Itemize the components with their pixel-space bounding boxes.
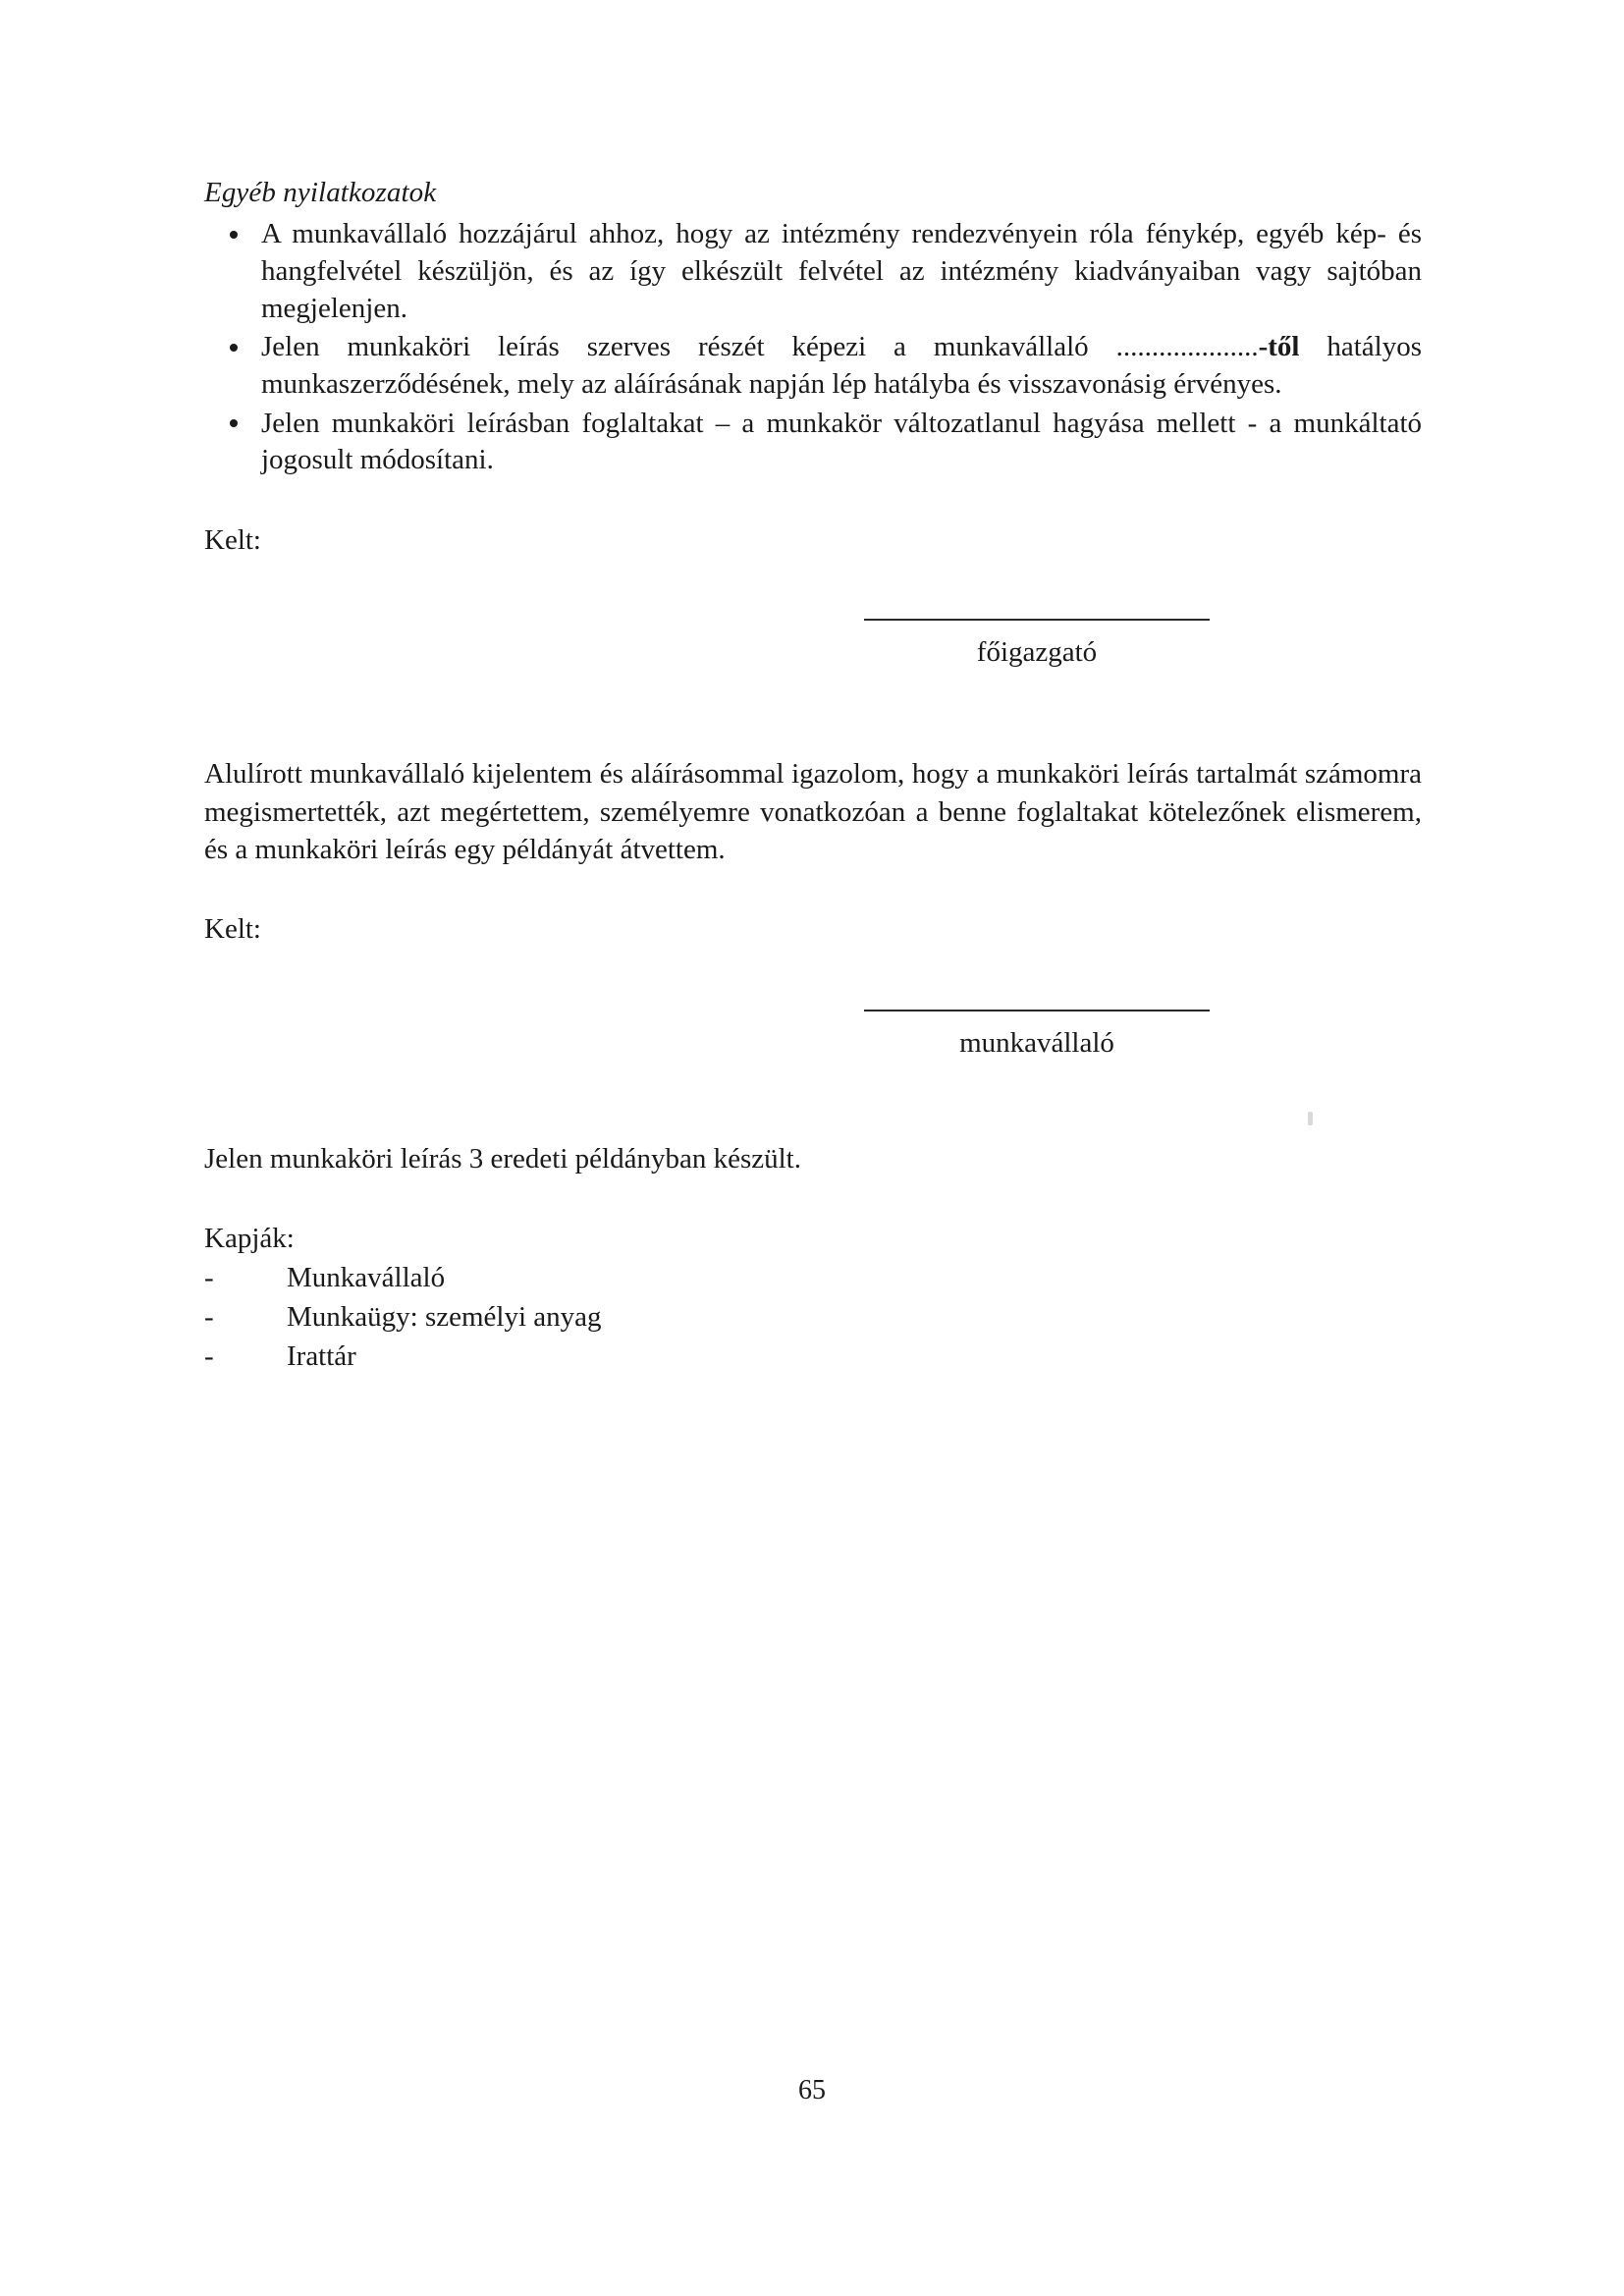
signature-block-director <box>864 619 1210 672</box>
page-number: 65 <box>798 2075 826 2105</box>
section-heading-egyeb-nyilatkozatok: Egyéb nyilatkozatok <box>204 177 437 208</box>
signature-block-employee <box>864 1010 1210 1063</box>
bullet-item-text: A munkavállaló hozzájárul ahhoz, hogy az intézmény rendezvényein róla fénykép, egyéb kép- és hangfelvétel készüljön, és az így elkészült felvétel az intézmény kiadványaiban vagy sajtóban megjelenjen. <box>261 218 1422 324</box>
recipient-label: Munkaügy: személyi anyag <box>287 1301 602 1333</box>
bullet-item-contract-reference <box>204 329 1422 403</box>
signature-line-employee <box>864 1010 1210 1011</box>
copies-statement: Jelen munkaköri leírás 3 eredeti példányban készült. <box>204 1142 801 1175</box>
bullet-dot-icon <box>230 419 238 427</box>
dash-marker-icon: - <box>204 1301 214 1333</box>
kelt-label-employer: Kelt: <box>204 524 261 557</box>
page-content <box>204 175 1422 1376</box>
signature-caption-director: főigazgató <box>976 635 1098 668</box>
bullet-text-after-blank: hatályos munkaszerződésének, mely az aláírásának napján lép hatályba és visszavonásig érvényes. <box>261 331 1422 400</box>
recipient-label: Irattár <box>287 1340 356 1373</box>
bullet-item-modification-right <box>204 406 1422 479</box>
bullet-item-text: Jelen munkaköri leírásban foglaltakat – a munkakör változatlanul hagyása mellett - a munkáltató jogosult módosítani. <box>261 407 1422 476</box>
dotted-leader-blank: .................... <box>1115 331 1259 363</box>
declarations-bullet-list <box>204 216 1422 479</box>
bullet-dot-icon <box>230 344 238 352</box>
acknowledgement-paragraph: Alulírott munkavállaló kijelentem és aláírásommal igazolom, hogy a munkaköri leírás tartalmát számomra megismertették, azt megértettem, személyemre vonatkozóan a benne foglaltakat kötelezőnek elismerem, és a munkaköri leírás egy példányát átvettem. <box>204 758 1422 865</box>
kelt-label-employee: Kelt: <box>204 913 261 946</box>
dash-marker-icon: - <box>204 1261 214 1293</box>
recipient-item-employee <box>204 1258 1422 1297</box>
dash-marker-icon: - <box>204 1340 214 1373</box>
recipient-label: Munkavállaló <box>287 1261 446 1293</box>
signature-line-director <box>864 619 1210 621</box>
bullet-item-photo-consent <box>204 216 1422 327</box>
recipients-title: Kapják: <box>204 1223 295 1255</box>
bullet-bold-suffix: -től <box>1258 331 1300 363</box>
bullet-text-before-blank: Jelen munkaköri leírás szerves részét képezi a munkavállaló <box>261 331 1116 363</box>
recipient-item-archive <box>204 1337 1422 1376</box>
signature-caption-employee: munkavállaló <box>959 1026 1114 1059</box>
bullet-dot-icon <box>230 231 238 239</box>
recipient-item-hr <box>204 1297 1422 1337</box>
recipients-list <box>204 1258 1422 1376</box>
